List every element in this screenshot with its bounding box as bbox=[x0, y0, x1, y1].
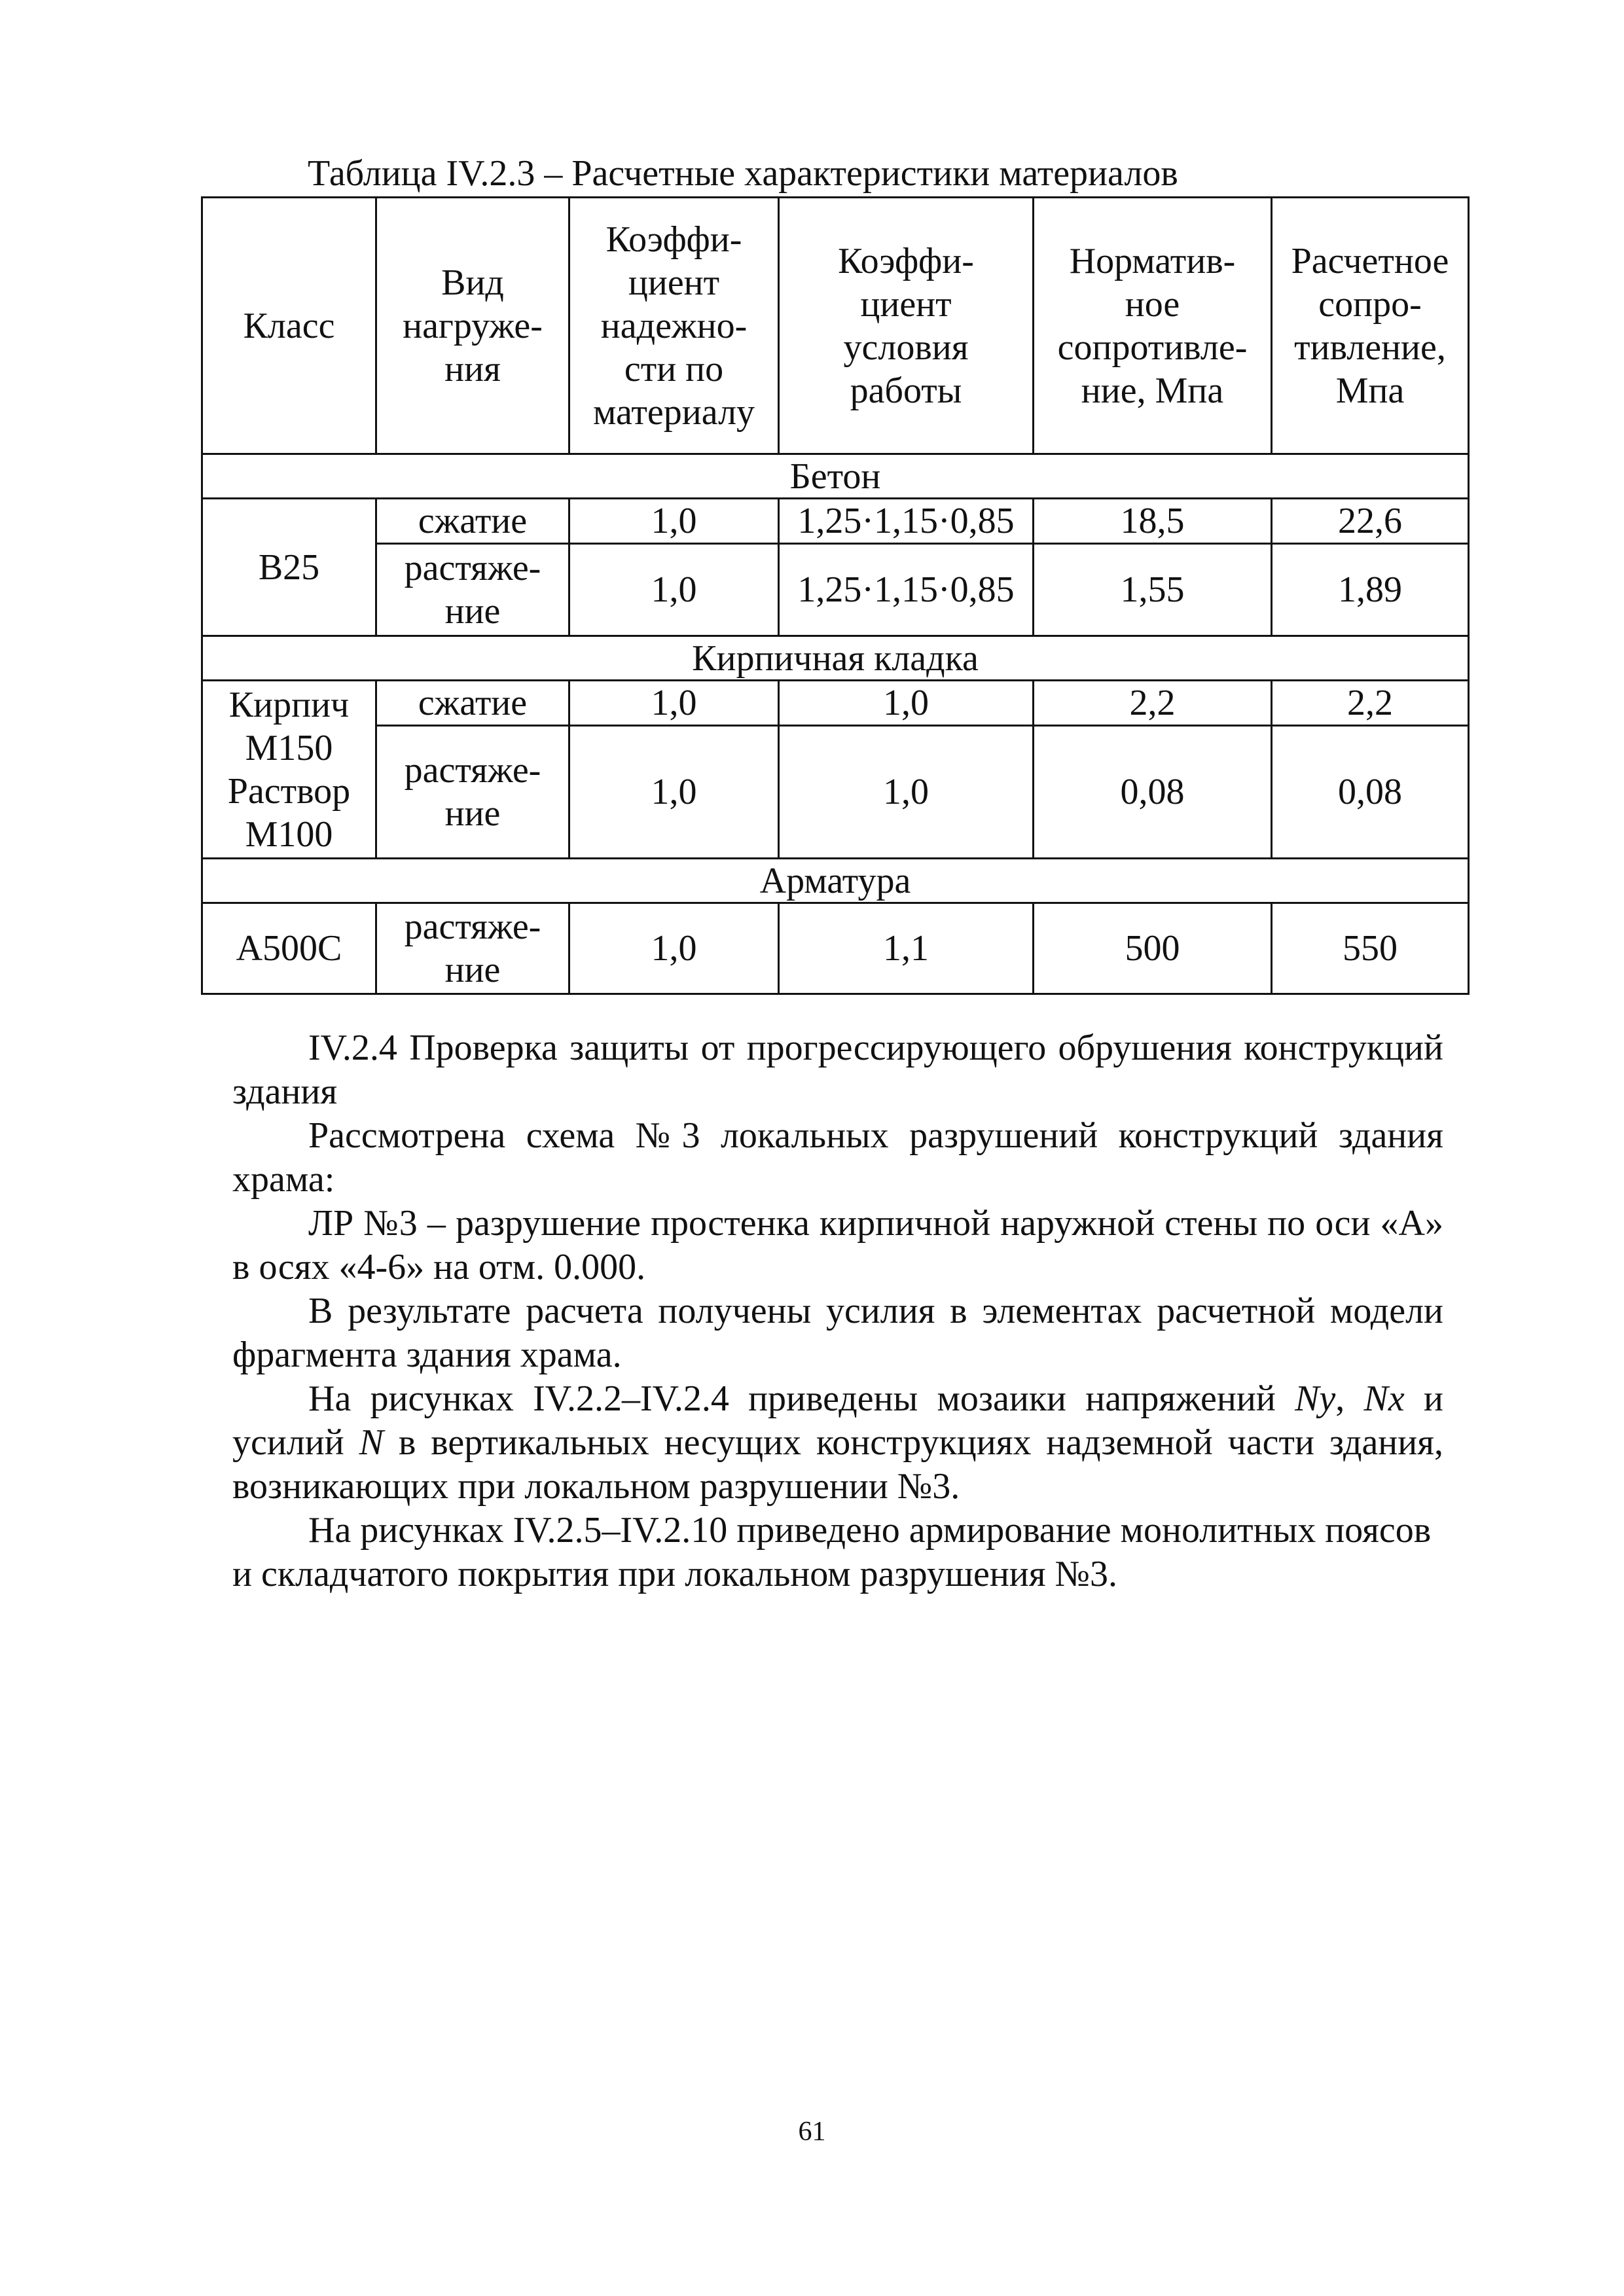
header-vid-line: Вид bbox=[441, 262, 504, 303]
cell-vid bbox=[376, 681, 569, 726]
symbol-nx: Nx bbox=[1363, 1378, 1405, 1419]
section-row-kladka bbox=[202, 636, 1469, 681]
header-normativ-line: ние, Мпа bbox=[1081, 370, 1224, 411]
header-raschet-line: Расчетное bbox=[1291, 240, 1449, 281]
cell-k1: 1,0 bbox=[569, 499, 779, 544]
header-vid-line: ния bbox=[444, 348, 501, 389]
section-title: Арматура bbox=[202, 859, 1469, 903]
header-normativ-line: ное bbox=[1125, 283, 1180, 325]
cell-rasch: 0,08 bbox=[1272, 726, 1469, 859]
header-raschet bbox=[1272, 198, 1469, 454]
table-header-row bbox=[202, 198, 1469, 454]
symbol-ny: Ny bbox=[1295, 1378, 1336, 1419]
cell-vid-line: ние bbox=[444, 591, 501, 632]
cell-vid-line: растяже- bbox=[404, 906, 541, 947]
body-text bbox=[232, 1026, 1443, 1596]
cell-klass-line: Кирпич bbox=[228, 684, 350, 725]
header-koef-nadezhnosti bbox=[569, 198, 779, 454]
header-koef-nadezh-line: материалу bbox=[592, 391, 755, 433]
paragraph-text: , bbox=[1335, 1378, 1364, 1419]
header-koef-nadezh-line: циент bbox=[628, 262, 720, 303]
cell-vid bbox=[376, 499, 569, 544]
header-koef-nadezh-line: Коэффи- bbox=[605, 219, 742, 260]
cell-klass: А500С bbox=[202, 903, 376, 994]
paragraph-text: На рисунках IV.2.2–IV.2.4 приведены мозаики напряжений bbox=[308, 1378, 1295, 1419]
cell-vid bbox=[376, 544, 569, 636]
cell-norm: 2,2 bbox=[1034, 681, 1272, 726]
cell-klass-line: М150 bbox=[245, 727, 333, 768]
header-normativ-line: сопротивле- bbox=[1057, 327, 1248, 368]
cell-k1: 1,0 bbox=[569, 681, 779, 726]
cell-rasch: 550 bbox=[1272, 903, 1469, 994]
cell-klass bbox=[202, 681, 376, 859]
cell-klass-line: М100 bbox=[245, 814, 333, 855]
paragraph: На рисунках IV.2.5–IV.2.10 приведено армирование монолитных поясов и складчатого покрытия при локальном разрушения №3. bbox=[232, 1510, 1432, 1594]
header-koef-nadezh-line: надежно- bbox=[600, 305, 748, 346]
cell-vid-line: сжатие bbox=[418, 683, 528, 723]
cell-vid bbox=[376, 726, 569, 859]
section-row-armatura bbox=[202, 859, 1469, 903]
cell-klass-line: Раствор bbox=[227, 770, 351, 812]
header-koef-usl-line: условия bbox=[843, 327, 969, 368]
header-vid-line: нагруже- bbox=[403, 305, 543, 346]
cell-k1: 1,0 bbox=[569, 544, 779, 636]
header-klass: Класс bbox=[202, 198, 376, 454]
header-koef-usl-line: Коэффи- bbox=[838, 240, 974, 281]
cell-norm: 18,5 bbox=[1034, 499, 1272, 544]
cell-rasch: 22,6 bbox=[1272, 499, 1469, 544]
cell-vid-line: растяже- bbox=[404, 548, 541, 588]
section-heading: IV.2.4 Проверка защиты от прогрессирующего обрушения конструкций здания bbox=[232, 1028, 1443, 1112]
cell-vid-line: сжатие bbox=[418, 501, 528, 541]
cell-norm: 0,08 bbox=[1034, 726, 1272, 859]
cell-k2: 1,0 bbox=[779, 681, 1034, 726]
cell-k1: 1,0 bbox=[569, 726, 779, 859]
table-row bbox=[202, 726, 1469, 859]
page-number: 61 bbox=[798, 2117, 826, 2147]
header-koef-usloviya bbox=[779, 198, 1034, 454]
paragraph-text: и усилий bbox=[232, 1378, 1443, 1463]
paragraph-text: в вертикальных несущих конструкциях надземной части здания, возникающих при локальном разрушении №3. bbox=[232, 1422, 1443, 1507]
header-raschet-line: Мпа bbox=[1335, 370, 1405, 411]
paragraph: ЛР №3 – разрушение простенка кирпичной наружной стены по оси «А» в осях «4-6» на отм. 0.000. bbox=[232, 1203, 1443, 1287]
cell-vid-line: ние bbox=[444, 793, 501, 834]
table-row bbox=[202, 499, 1469, 544]
section-title: Кирпичная кладка bbox=[202, 636, 1469, 681]
paragraph: Рассмотрена схема №3 локальных разрушений конструкций здания храма: bbox=[232, 1115, 1443, 1200]
header-raschet-line: тивление, bbox=[1294, 327, 1446, 368]
header-normativ-line: Норматив- bbox=[1069, 240, 1236, 281]
header-koef-nadezh-line: сти по bbox=[624, 348, 724, 389]
cell-rasch: 2,2 bbox=[1272, 681, 1469, 726]
cell-norm: 1,55 bbox=[1034, 544, 1272, 636]
section-title: Бетон bbox=[202, 454, 1469, 499]
cell-k1: 1,0 bbox=[569, 903, 779, 994]
cell-norm: 500 bbox=[1034, 903, 1272, 994]
cell-k2: 1,1 bbox=[779, 903, 1034, 994]
cell-rasch: 1,89 bbox=[1272, 544, 1469, 636]
paragraph: В результате расчета получены усилия в элементах расчетной модели фрагмента здания храма. bbox=[232, 1291, 1443, 1375]
table-row bbox=[202, 544, 1469, 636]
cell-klass: В25 bbox=[202, 499, 376, 636]
symbol-n: N bbox=[359, 1422, 384, 1463]
cell-vid-line: растяже- bbox=[404, 750, 541, 791]
header-koef-usl-line: работы bbox=[850, 370, 962, 411]
paragraph bbox=[232, 1377, 1443, 1509]
header-raschet-line: сопро- bbox=[1318, 283, 1422, 325]
header-koef-usl-line: циент bbox=[860, 283, 952, 325]
table-row bbox=[202, 903, 1469, 994]
cell-k2: 1,0 bbox=[779, 726, 1034, 859]
materials-table bbox=[201, 196, 1470, 995]
cell-k2: 1,25·1,15·0,85 bbox=[779, 499, 1034, 544]
cell-vid-line: ние bbox=[444, 950, 501, 990]
header-normativ bbox=[1034, 198, 1272, 454]
header-vid bbox=[376, 198, 569, 454]
section-row-beton bbox=[202, 454, 1469, 499]
cell-k2: 1,25·1,15·0,85 bbox=[779, 544, 1034, 636]
cell-vid bbox=[376, 903, 569, 994]
table-row bbox=[202, 681, 1469, 726]
table-caption: Таблица IV.2.3 – Расчетные характеристики материалов bbox=[308, 153, 1178, 194]
